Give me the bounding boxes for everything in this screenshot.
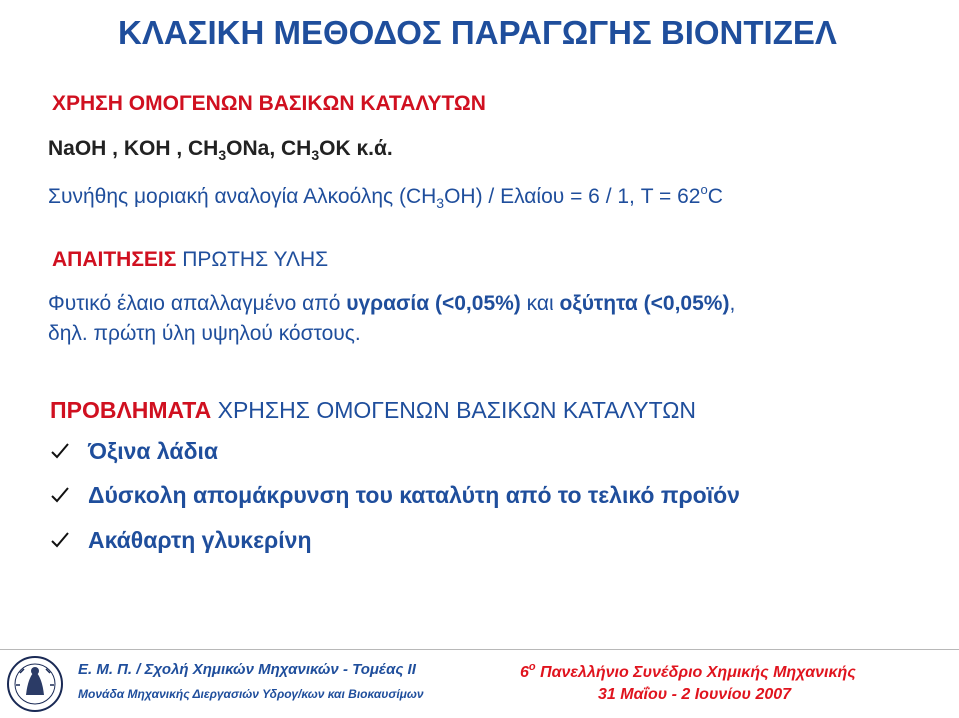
problem-item-3: Ακάθαρτη γλυκερίνη [88, 527, 312, 553]
raw-text-a: Φυτικό έλαιο απαλλαγμένο από [48, 292, 347, 315]
footer-divider [0, 649, 959, 650]
page-title: ΚΛΑΣΙΚΗ ΜΕΘΟΔΟΣ ΠΑΡΑΓΩΓΗΣ ΒΙΟΝΤΙΖΕΛ [118, 14, 837, 51]
catalyst-text-1: NaOH , KOH , CH [48, 137, 219, 160]
ntua-seal-logo-icon [6, 655, 64, 713]
problem-item-1: Όξινα λάδια [88, 438, 219, 464]
ratio-text-3: C [707, 185, 723, 208]
checkmark-icon [50, 530, 70, 550]
ratio-sup: o [700, 182, 708, 197]
problems-blue-part: ΧΡΗΣΗΣ ΟΜΟΓΕΝΩΝ ΒΑΣΙΚΩΝ ΚΑΤΑΛΥΤΩΝ [211, 397, 697, 423]
heading-blue-part: ΠΡΩΤΗΣ ΥΛΗΣ [176, 248, 329, 271]
conference-sup: ο [528, 661, 536, 673]
problems-red-part: ΠΡΟΒΛΗΜΑΤΑ [50, 397, 212, 423]
raw-text-moisture: υγρασία (<0,05%) [346, 292, 521, 315]
heading-red-part: ΑΠΑΙΤΗΣΕΙΣ [52, 248, 177, 271]
footer-dates: 31 Μαΐου - 2 Ιουνίου 2007 [598, 686, 792, 703]
raw-material-line-1 [48, 292, 735, 316]
conference-title: Πανελλήνιο Συνέδριο Χημικής Μηχανικής [535, 664, 856, 681]
footer-conference [520, 661, 856, 682]
catalyst-text-3: OK κ.ά. [319, 137, 393, 160]
ratio-text-2: OH) / Ελαίου = 6 / 1, T = 62 [444, 185, 701, 208]
raw-text-comma: , [729, 292, 736, 315]
molar-ratio-line [48, 182, 723, 211]
raw-material-line-2: δηλ. πρώτη ύλη υψηλού κόστους. [48, 322, 361, 345]
ratio-sub: 3 [436, 195, 445, 211]
conference-number: 6 [520, 664, 529, 681]
footer-university: Ε. Μ. Π. / Σχολή Χημικών Μηχανικών - Τομέας ΙΙ [78, 661, 416, 678]
raw-text-acidity: οξύτητα (<0,05%) [559, 292, 730, 315]
ratio-text-1: Συνήθης μοριακή αναλογία Αλκοόλης (CH [48, 185, 437, 208]
section-heading-problems [50, 397, 696, 424]
problem-item-2: Δύσκολη απομάκρυνση του καταλύτη από το τελικό προϊόν [88, 482, 740, 508]
catalyst-sub-1: 3 [218, 147, 227, 163]
catalyst-text-2: ONa, CH [226, 137, 312, 160]
raw-text-and: και [520, 292, 560, 315]
footer-unit: Μονάδα Μηχανικής Διεργασιών Υδρογ/κων και Βιοκαυσίμων [78, 687, 424, 701]
catalyst-sub-2: 3 [311, 147, 320, 163]
catalyst-list [48, 137, 393, 163]
section-heading-raw-material [52, 248, 328, 272]
checkmark-icon [50, 441, 70, 461]
checkmark-icon [50, 485, 70, 505]
section-heading-homogeneous-catalysts: ΧΡΗΣΗ ΟΜΟΓΕΝΩΝ ΒΑΣΙΚΩΝ ΚΑΤΑΛΥΤΩΝ [52, 92, 486, 115]
